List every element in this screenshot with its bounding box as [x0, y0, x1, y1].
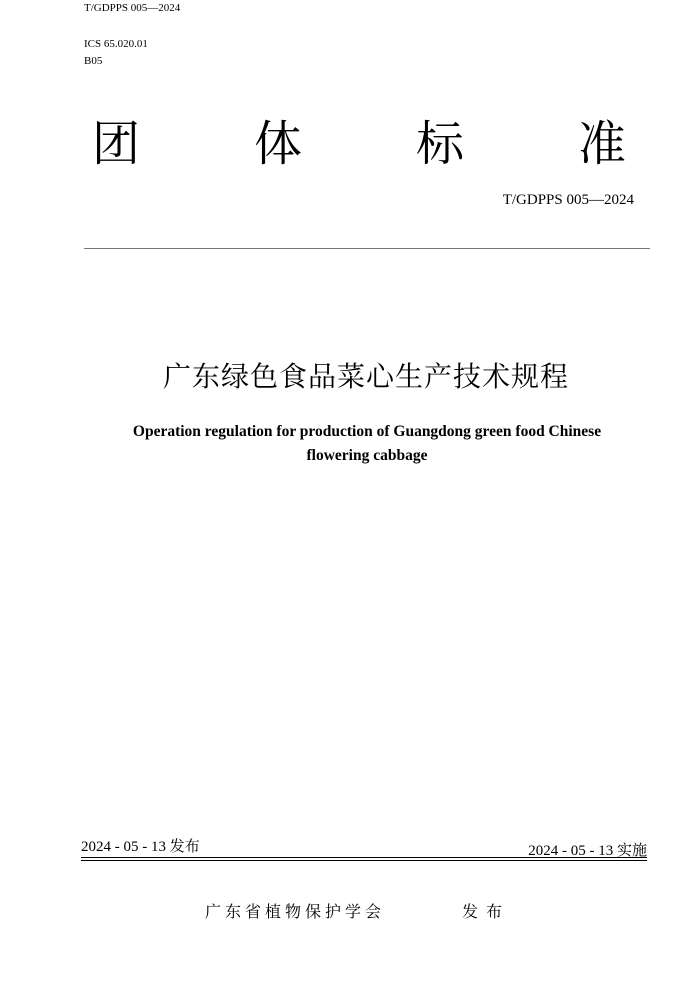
bottom-divider-second [81, 860, 647, 861]
standard-type-char: 准 [577, 116, 626, 172]
top-divider [84, 248, 650, 249]
standard-type-char: 标 [415, 116, 464, 172]
standard-number: T/GDPPS 005—2024 [502, 192, 634, 208]
ccs-code: B05 [84, 55, 103, 67]
ics-code: ICS 65.020.01 [84, 38, 148, 50]
standard-type-char: 团 [92, 116, 141, 172]
publish-label: 发布 [462, 902, 511, 921]
implementation-date: 2024 - 05 - 13 实施 [528, 843, 647, 859]
header-standard-code: T/GDPPS 005—2024 [84, 2, 181, 14]
bottom-divider [81, 857, 647, 858]
document-title-english: Operation regulation for production of Guangdong green food Chinese flowering cabbage [132, 423, 602, 464]
document-title-chinese: 广东绿色食品菜心生产技术规程 [162, 360, 569, 393]
standard-type-heading [92, 112, 626, 176]
publication-date: 2024 - 05 - 13 发布 [81, 839, 200, 855]
publisher-name: 广东省植物保护学会 [205, 902, 386, 921]
standard-type-char: 体 [253, 116, 302, 172]
